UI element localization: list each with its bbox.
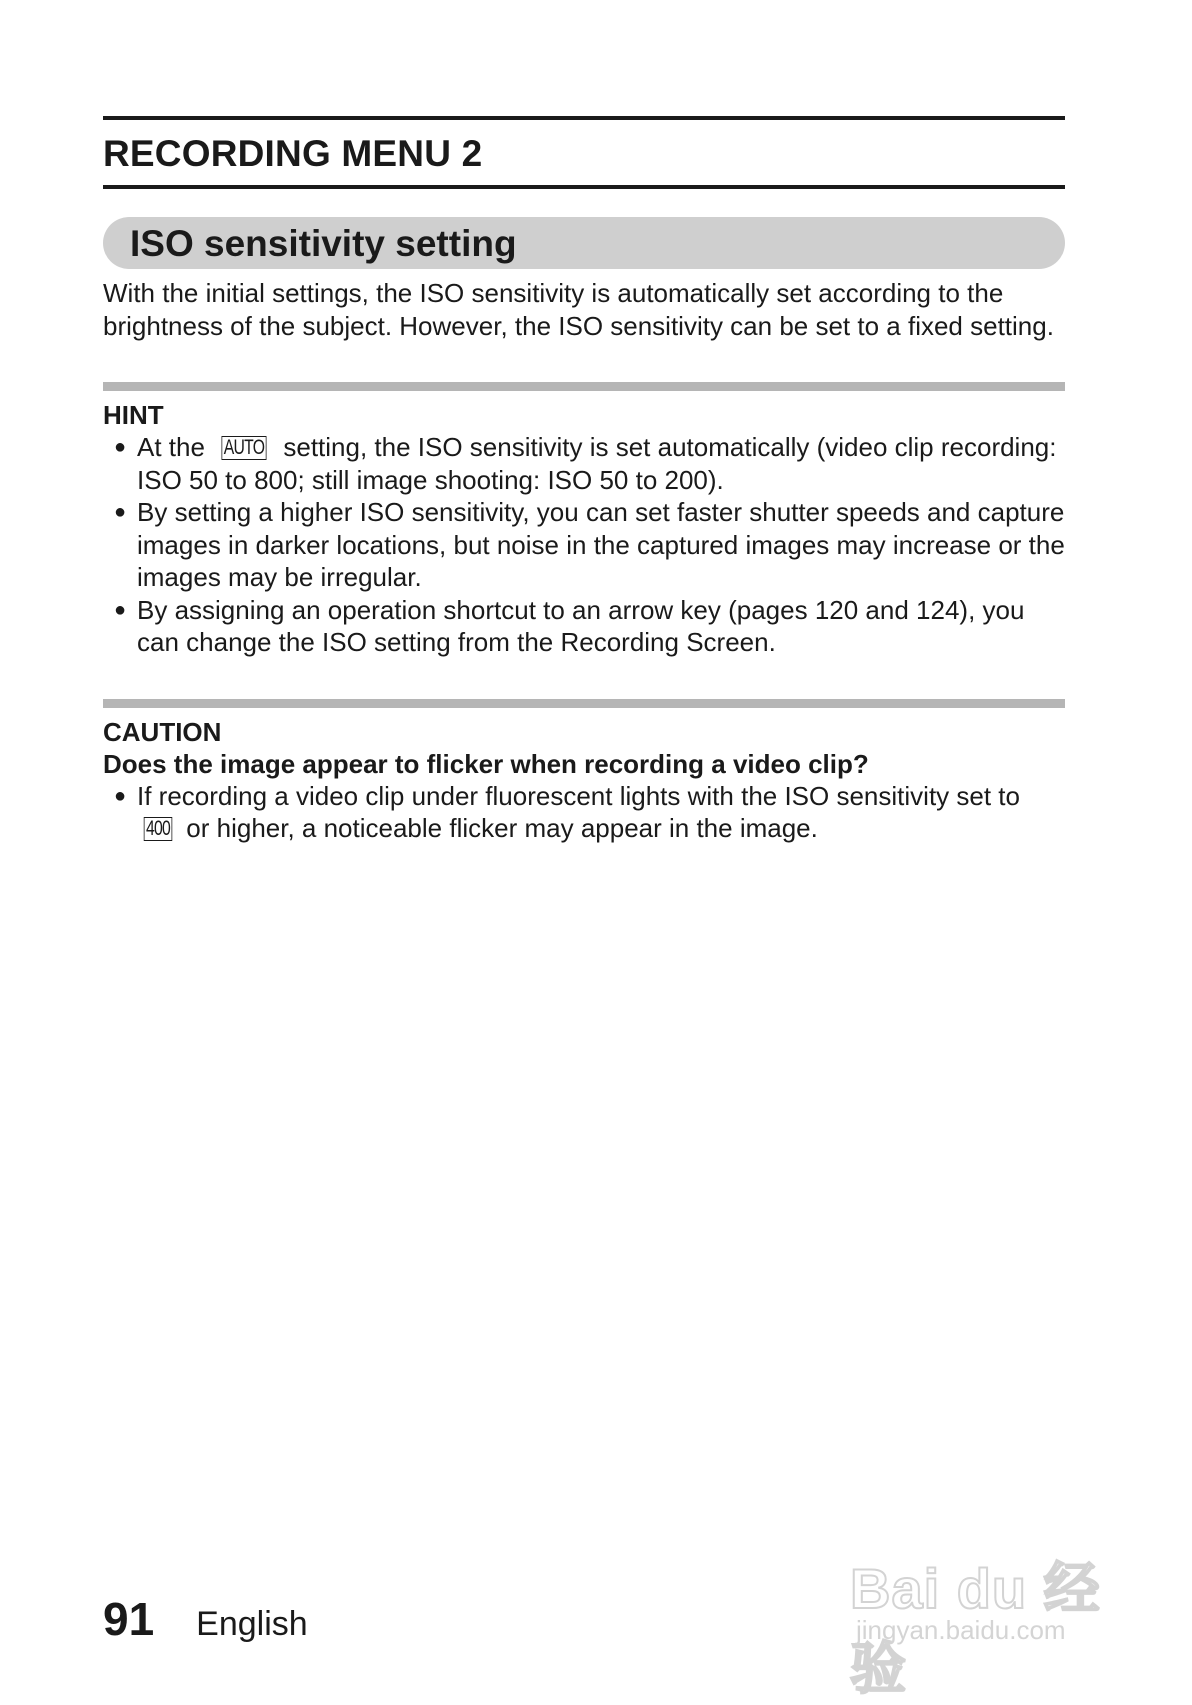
hint-item-text-after: setting, the ISO sensitivity is set automatically (video clip recording: ISO 50 to 800; still image shooting: ISO 50 to 200). [137, 432, 1057, 495]
caution-item-text-before: If recording a video clip under fluorescent lights with the ISO sensitivity set to [137, 780, 1020, 811]
caution-heading: CAUTION [103, 716, 222, 747]
chapter-title: RECORDING MENU 2 [103, 133, 483, 174]
section-header [103, 217, 1065, 269]
bullet-icon: ● [114, 436, 127, 458]
hint-item-text: By setting a higher ISO sensitivity, you can set faster shutter speeds and capture images in darker locations, but noise in the captured images may increase or the images may be irregular. [137, 497, 1065, 592]
hint-item-text: By assigning an operation shortcut to an arrow key (pages 120 and 124), you can change the ISO setting from the Recording Screen. [137, 594, 1025, 657]
iso-400-icon: 400 [144, 817, 173, 841]
hint-item [103, 496, 1065, 594]
caution-divider [103, 699, 1065, 708]
bullet-icon: ● [114, 501, 127, 523]
hint-heading: HINT [103, 400, 164, 430]
bullet-icon: ● [114, 598, 127, 621]
baidu-watermark [850, 1515, 1140, 1700]
page-footer [103, 1592, 308, 1646]
watermark-brand: Bai du 经验 [850, 1557, 1101, 1700]
caution-question: Does the image appear to flicker when recording a video clip? [103, 748, 869, 779]
caution-list [103, 780, 1065, 845]
hint-item [103, 431, 1065, 496]
page-number: 91 [103, 1593, 155, 1645]
caution-item-text-after: or higher, a noticeable flicker may appear in the image. [186, 813, 818, 843]
bullet-icon: ● [114, 784, 127, 807]
caution-item [103, 780, 1065, 845]
intro-paragraph: With the initial settings, the ISO sensitivity is automatically set according to the brightness of the subject. However, the ISO sensitivity can be set to a fixed setting. [103, 278, 1054, 341]
hint-item-text-before: At the [137, 432, 205, 462]
hint-item [103, 594, 1065, 659]
section-title: ISO sensitivity setting [130, 222, 517, 264]
manual-page [103, 116, 1065, 845]
hint-list [103, 431, 1065, 659]
chapter-rule [103, 185, 1065, 189]
language-label: English [196, 1605, 308, 1643]
watermark-url: jingyan.baidu.com [856, 1615, 1066, 1645]
auto-mode-icon: AUTO [222, 436, 267, 460]
hint-divider [103, 382, 1065, 391]
